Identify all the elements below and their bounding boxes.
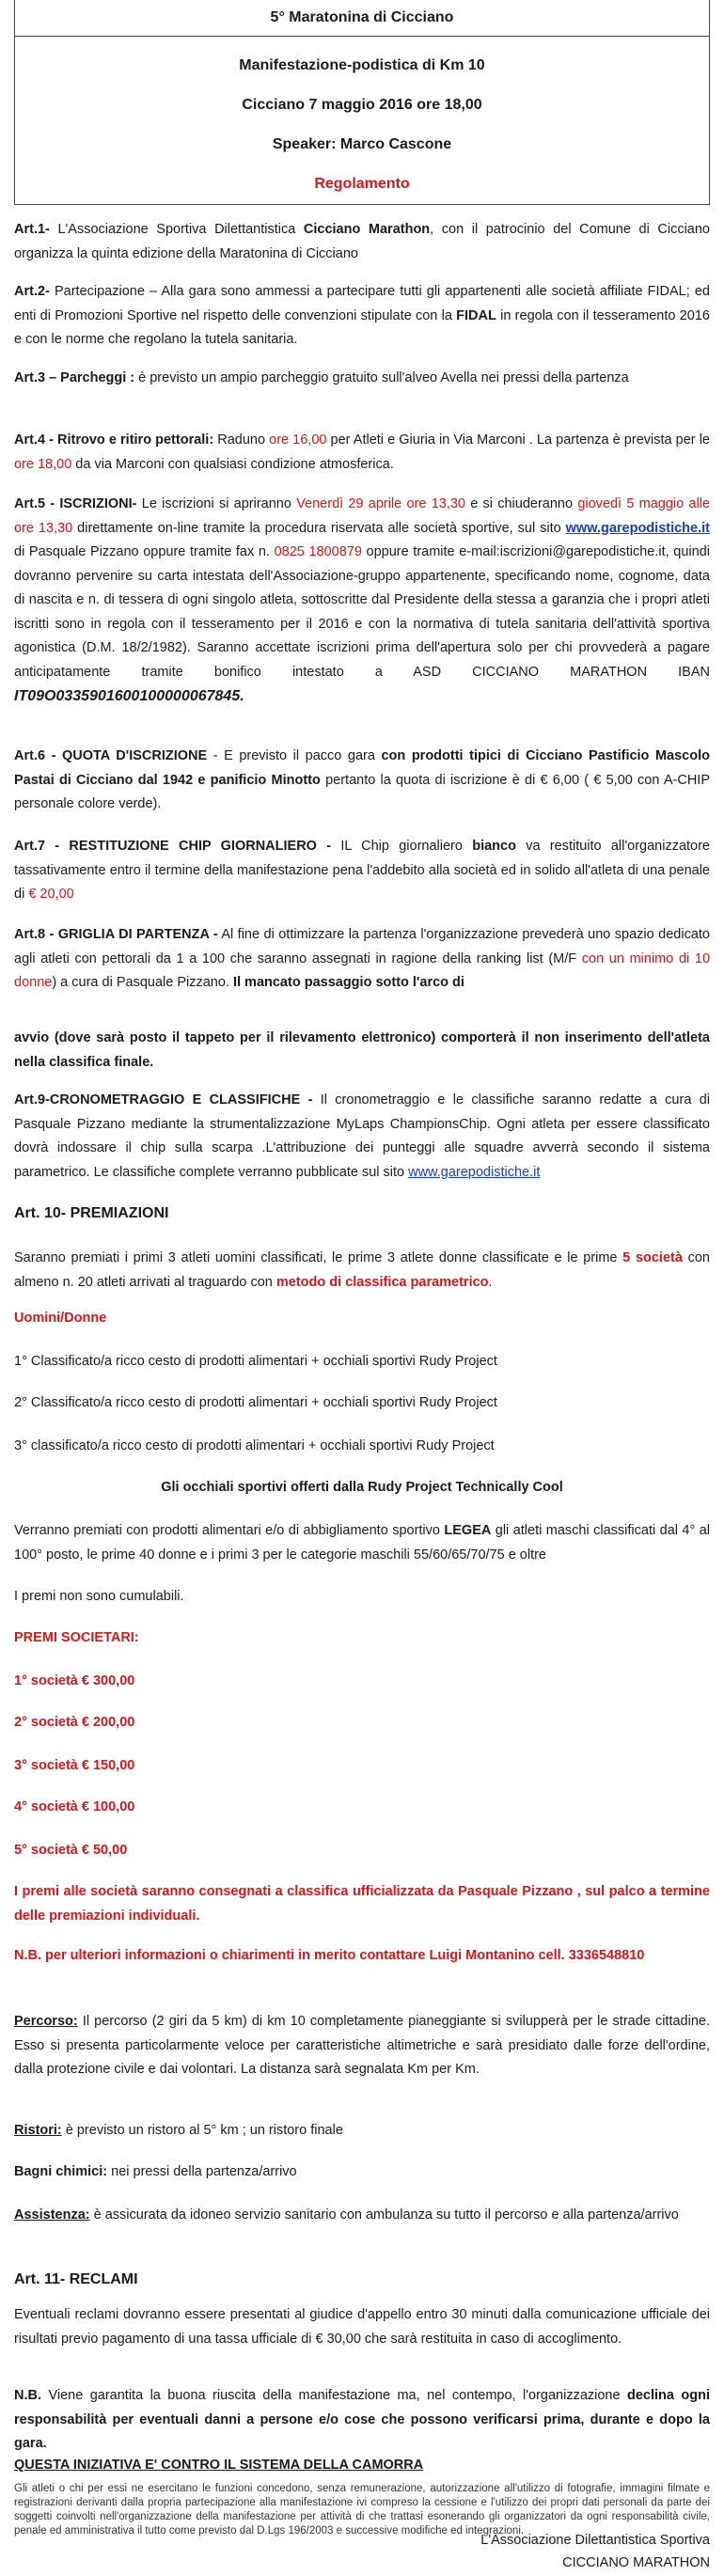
art8-text: Al fine di ottimizzare la partenza l'organizzazione prevederà uno spazio dedicato agli atleti con pettorali da 1 a 100 che saranno assegnati in ragione della ranking list (M/F [14, 927, 710, 966]
garepodistiche-link-2[interactable]: www.garepodistiche.it [408, 1164, 541, 1180]
occhiali-note: Gli occhiali sportivi offerti dalla Rudy Project Technically Cool [161, 1480, 563, 1495]
uomini-donne-heading: Uomini/Donne [14, 1311, 107, 1326]
signature-block [480, 2529, 710, 2574]
art4-title: - Ritrovo e ritiro pettorali: [45, 432, 214, 448]
art2-label: Art.2- [14, 284, 50, 299]
art8-text-3: Il mancato passaggio sotto l'arco di [232, 975, 464, 990]
ristori-text: è previsto un ristoro al 5° km ; un ristoro finale [61, 2123, 343, 2138]
art10-text-4: Verranno premiati con prodotti alimentari e/o di abbigliamento sportivo [14, 1523, 445, 1538]
assistenza-text: è assicurata da idoneo servizio sanitario con ambulanza su tutto il percorso e alla partenza/arrivo [89, 2207, 679, 2223]
info-contact-note: N.B. per ulteriori informazioni o chiarimenti in merito contattare Luigi Montanino cell. 3336548810 [14, 1948, 645, 1963]
art2-text-2: in regola con il tesseramento 2016 e con le norme che regolano la tutela sanitaria. [14, 307, 710, 347]
art4-paragraph [14, 429, 710, 477]
percorso-label: Percorso: [14, 2014, 78, 2029]
art10-text: Saranno premiati i primi 3 atleti uomini classificati, le prime 3 atlete donne classificate e le prime [14, 1250, 623, 1265]
art9-label: Art.9-CRONOMETRAGGIO E CLASSIFICHE - [14, 1092, 313, 1107]
art6-sponsors: con prodotti tipici di Cicciano Pastificio Mascolo Pastai di Cicciano dal 1942 e panificio Minotto [14, 748, 710, 788]
regolamento-heading: Regolamento [314, 176, 410, 192]
art3-label: Art.3 – Parcheggi : [14, 370, 135, 385]
consegna-note: I premi alle società saranno consegnati a classifica ufficializzata da Pasquale Pizzano , sul palco a termine delle premiazioni individuali. [14, 1884, 710, 1924]
art1-text: L'Associazione Sportiva Dilettantistica [49, 222, 304, 237]
art6-text-2: pertanto la quota di iscrizione è di € 6,00 ( € 5,00 con A-CHIP personale colore verde). [14, 772, 710, 811]
art1-label: Art.1- [14, 222, 50, 237]
art5-iban: IT09O0335901600100000067845. [14, 688, 244, 704]
societa-prize-4: 4° società € 100,00 [14, 1799, 135, 1814]
art3-paragraph [14, 367, 710, 391]
bagni-label: Bagni chimici: [14, 2164, 108, 2179]
art8-continued: avvio (dove sarà posto il tappeto per il rilevamento elettronico) comporterà il non inserimento dell'atleta nella classifica finale. [14, 1030, 710, 1070]
art4-time-2: ore 18,00 [14, 456, 72, 472]
camorra-statement: QUESTA INIZIATIVA E' CONTRO IL SISTEMA DELLA CAMORRA [14, 2458, 424, 2473]
art10-heading: Art. 10- PREMIAZIONI [14, 1205, 169, 1221]
art7-text-2: va restituito all'organizzatore tassativamente entro il termine della manifestazione pena l'addebito alla società ed in solido all'atleta di una penale di [14, 839, 710, 902]
art8-min-donne: con un minimo di 10 donne [14, 950, 711, 990]
art7-bianco: bianco [472, 839, 516, 854]
art4-text-2: per Atleti e Giuria in Via Marconi . La partenza è prevista per le [326, 432, 710, 448]
art7-label: Art.7 - RESTITUZIONE CHIP GIORNALIERO - [14, 839, 332, 854]
bagni-text: nei pressi della partenza/arrivo [107, 2164, 297, 2179]
privacy-footnote: Gli atleti o chi per essi ne esercitano le funzioni concedono, senza remunerazione, autorizzazione all'utilizzo di fotografie, immagini filmate e registrazioni derivanti dalla propria partecipazione alla manifestazione ivi compreso la cessione e l'utilizzo dei propri dati personali da parte dei soggetti coinvolti nell'organizzazione della manifestazione per attività di che trattasi esonerando gli organizzatori da ogni responsabilità civile, penale ed amministrativa il tutto come previsto dal D.Lgs 196/2003 e successive modifiche ed integrazioni. [14, 2483, 710, 2537]
art10-five-societa: 5 società [622, 1250, 683, 1265]
art7-text: IL Chip giornaliero [331, 839, 473, 854]
page-title: 5° Maratonina di Cicciano [15, 0, 709, 37]
percorso-paragraph [14, 2010, 710, 2082]
art4-time-1: ore 16,00 [269, 432, 327, 448]
societa-prize-5: 5° società € 50,00 [14, 1843, 128, 1858]
ristori-paragraph [14, 2119, 710, 2144]
art7-penale: € 20,00 [28, 887, 74, 902]
art10-text-5: gli atleti maschi classificati dal 4° al 100° posto, le prime 40 donne e i primi 3 per le categorie maschili 55/60/65/70/75 e oltre [14, 1523, 710, 1563]
art5-text: Le iscrizioni si apriranno [136, 496, 297, 511]
cumulabili-note: I premi non sono cumulabili. [14, 1589, 184, 1604]
art4-text-3: da via Marconi con qualsiasi condizione atmosferica. [71, 456, 394, 472]
art4-text: Raduno [213, 432, 270, 448]
nb-text: Viene garantita la buona riuscita della manifestazione ma, nel contempo, l'organizzazione [41, 2388, 627, 2403]
art7-paragraph [14, 835, 710, 907]
event-subtitle: Manifestazione-podistica di Km 10 [239, 57, 485, 73]
art5-label: Art.5 - ISCRIZIONI- [14, 496, 137, 511]
art6-paragraph [14, 745, 710, 817]
art8-label: Art.8 - GRIGLIA DI PARTENZA - [14, 927, 218, 942]
art10-text-2: con almeno n. 20 atleti arrivati al traguardo con [14, 1250, 710, 1290]
art5-text-3: direttamente on-line tramite la procedura riservata alle società sportive, sul sito [72, 520, 566, 536]
societa-prize-2: 2° società € 200,00 [14, 1715, 135, 1730]
art9-paragraph [14, 1089, 710, 1185]
assistenza-paragraph [14, 2204, 710, 2228]
nb-text-bold: declina ogni responsabilità per eventuali danni a persone e/o cose che possono verificarsi prima, durante e dopo la gara. [14, 2388, 711, 2451]
art11-paragraph: Eventuali reclami dovranno essere presentati al giudice d'appello entro 30 minuti dalla comunicazione ufficiale dei risultati previo pagamento di una tassa ufficiale di € 30,00 che sarà restituita in caso di accoglimento. [14, 2307, 710, 2347]
prize-line-3: 3° classificato/a ricco cesto di prodotti alimentari + occhiali sportivi Rudy Project [14, 1438, 495, 1453]
prize-line-2: 2° Classificato/a ricco cesto di prodotti alimentari + occhiali sportivi Rudy Project [14, 1395, 497, 1410]
art6-label: Art.6 - QUOTA D'ISCRIZIONE [14, 748, 208, 763]
percorso-text: Il percorso (2 giri da 5 km) di km 10 completamente pianeggiante si svilupperà per le strade cittadine. Esso si presenta particolarmente veloce per caratteristiche altimetriche e sarà presidiato dalle forze dell'ordine, dalla protezione civile e dai volontari. La distanza sarà segnalata Km per Km. [14, 2014, 710, 2077]
art5-text-5: oppure tramite e-mail:iscrizioni@garepodistiche.it, quindi dovranno pervenire su carta intestata dell'Associazione-gruppo appartenente, specificando nome, cognome, data di nascita e n. di tessera di ogni singolo atleta, sottoscritte dal Presidente della stessa a garanzia che i propri atleti iscritti sono in regola con il tesseramento per il 2016 e con la normativa di tutela sanitaria dell'attività sportiva agonistica (D.M. 18/2/1982). Saranno accettate iscrizioni prima dell'apertura solo per chi provvederà a pagare anticipatamente tramite bonifico intestato a ASD CICCIANO MARATHON IBAN [14, 544, 710, 680]
art5-paragraph [14, 493, 710, 710]
art10-paragraph [14, 1247, 710, 1295]
art4-label: Art.4 [14, 432, 46, 448]
art2-text: Partecipazione – Alla gara sono ammessi a partecipare tutti gli appartenenti alle società affiliate FIDAL; ed enti di Promozioni Sportive nel rispetto delle convenzioni stipulate con la [14, 284, 710, 323]
ristori-label: Ristori: [14, 2123, 62, 2138]
art10-legea-paragraph [14, 1519, 710, 1567]
art2-fidal: FIDAL [456, 307, 496, 323]
art10-legea: LEGEA [444, 1523, 492, 1538]
premi-societari-heading: PREMI SOCIETARI: [14, 1630, 139, 1645]
art8-paragraph [14, 923, 710, 996]
art6-text: - E previsto il pacco gara [207, 748, 382, 763]
art5-text-4: di Pasquale Pizzano oppure tramite fax n. [14, 544, 275, 559]
art10-metodo: metodo di classifica parametrico [275, 1274, 489, 1290]
garepodistiche-link[interactable]: www.garepodistiche.it [565, 520, 710, 536]
art8-text-2: ) a cura di Pasquale Pizzano. [52, 975, 233, 990]
signature-line-1: L'Associazione Dilettantistica Sportiva [480, 2533, 710, 2548]
regolamento-page [14, 0, 711, 2570]
art1-org: Cicciano Marathon [303, 222, 431, 237]
societa-prize-3: 3° società € 150,00 [14, 1758, 135, 1773]
event-speaker: Speaker: Marco Cascone [272, 136, 452, 152]
nb-label: N.B. [14, 2388, 41, 2403]
art10-text-3: . [488, 1274, 493, 1290]
art5-text-2: e si chiuderanno [464, 496, 578, 511]
art5-close-date: giovedì 5 maggio alle ore 13,30 [14, 496, 710, 536]
art1-text-2: , con il patrocinio del Comune di Cicciano organizza la quinta edizione della Maratonina di Cicciano [14, 222, 710, 261]
art11-heading: Art. 11- RECLAMI [14, 2271, 138, 2287]
art9-text: Il cronometraggio e le classifiche saranno redatte a cura di Pasquale Pizzano mediante la strumentalizzazione MyLaps ChampionsChip. Ogni atleta per essere classificato dovrà indossare il chip sulla scarpa .L'attribuzione dei punteggi alle squadre avverrà secondo il sistema parametrico. Le classifiche complete verranno pubblicate sul sito [14, 1092, 710, 1180]
prize-line-1: 1° Classificato/a ricco cesto di prodotti alimentari + occhiali sportivi Rudy Project [14, 1354, 497, 1369]
nb-disclaimer [14, 2384, 710, 2457]
art5-open-date: Venerdì 29 aprile ore 13,30 [296, 496, 465, 511]
header-box [14, 0, 710, 205]
art5-fax: 0825 1800879 [274, 544, 362, 559]
art3-text: è previsto un ampio parcheggio gratuito sull'alveo Avella nei pressi della partenza [134, 370, 629, 385]
signature-line-2: CICCIANO MARATHON [562, 2555, 710, 2570]
art1-paragraph [14, 218, 710, 266]
event-date: Cicciano 7 maggio 2016 ore 18,00 [242, 97, 482, 113]
bagni-paragraph [14, 2160, 710, 2185]
societa-prize-1: 1° società € 300,00 [14, 1673, 135, 1689]
art2-paragraph [14, 280, 710, 353]
assistenza-label: Assistenza: [14, 2207, 90, 2223]
